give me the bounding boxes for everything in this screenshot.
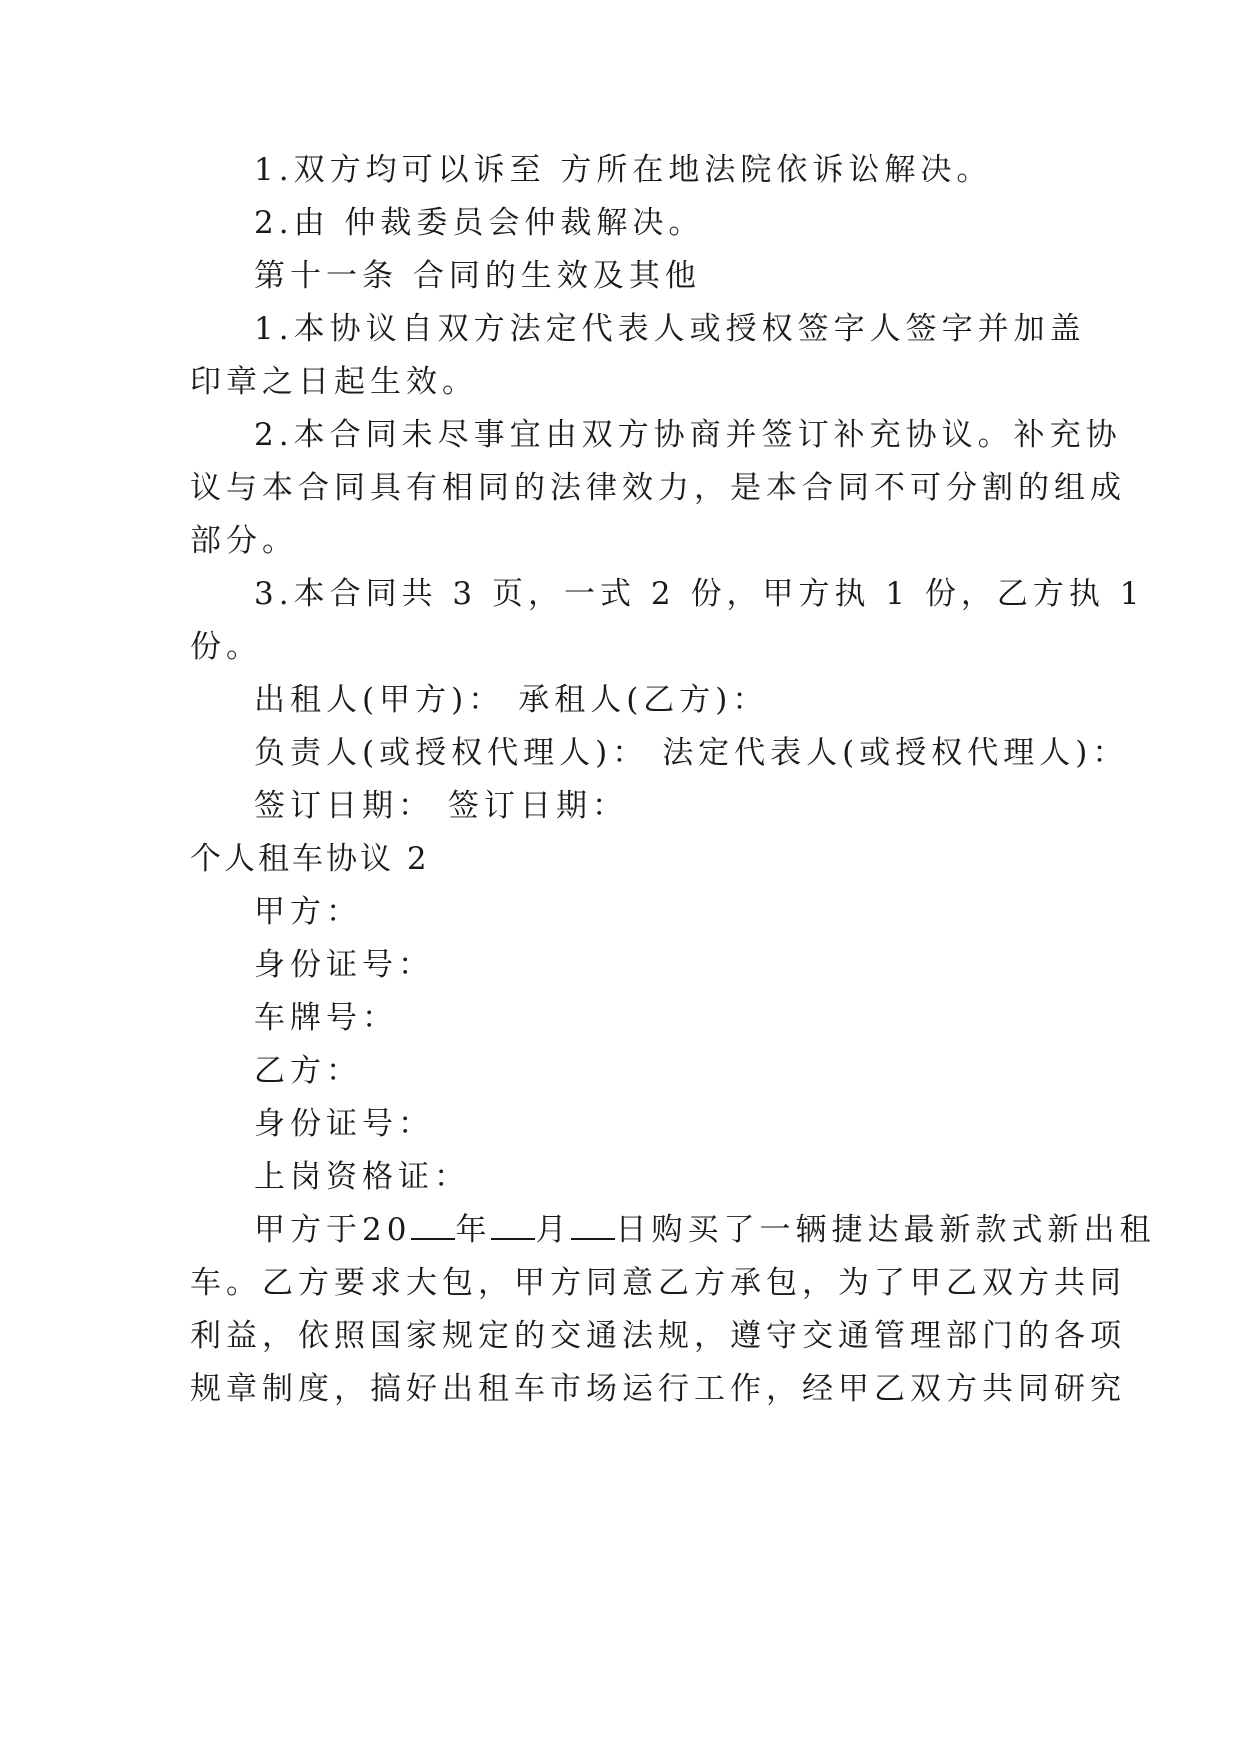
blank-underline: [491, 1212, 535, 1240]
clause-line: 1.双方均可以诉至 方所在地法院依诉讼解决。: [254, 152, 993, 188]
blank-underline: [571, 1212, 615, 1240]
lessee-label: 承租人(乙方)：: [518, 682, 769, 718]
clause-line: 2.本合同未尽事宜由双方协商并签订补充协议。补充协: [254, 417, 1122, 453]
clause-line: 3.本合同共 3 页，一式 2 份，甲方执 1 份，乙方执 1: [254, 576, 1145, 612]
clause-line: 1.本协议自双方法定代表人或授权签字人签字并加盖: [254, 311, 1086, 347]
clause-line: 2.由 仲裁委员会仲裁解决。: [254, 205, 705, 241]
field-label: 车牌号：: [254, 1000, 398, 1036]
signature-row: [254, 733, 1129, 773]
field-label: 身份证号：: [254, 1106, 434, 1142]
body-paragraph-line: 规章制度，搞好出租车市场运行工作，经甲乙双方共同研究: [190, 1371, 1126, 1407]
sign-date-label: 签订日期：: [448, 788, 628, 824]
signature-row: [254, 786, 1114, 826]
body-paragraph-line: 甲方于20 年 月 日购买了一辆捷达最新款式新出租: [254, 1212, 1156, 1248]
clause-line: 部分。: [190, 523, 298, 559]
responsible-person-label: 负责人(或授权代理人)：: [254, 735, 649, 771]
article-heading: 第十一条 合同的生效及其他: [254, 258, 701, 294]
body-paragraph-line: 利益，依照国家规定的交通法规，遵守交通管理部门的各项: [190, 1318, 1126, 1354]
legal-representative-label: 法定代表人(或授权代理人)：: [662, 735, 1129, 771]
field-label: 上岗资格证：: [254, 1159, 470, 1195]
body-paragraph-line: 车。乙方要求大包，甲方同意乙方承包，为了甲乙双方共同: [190, 1265, 1126, 1301]
field-label: 身份证号：: [254, 947, 434, 983]
lessor-label: 出租人(甲方)：: [254, 682, 505, 718]
blank-underline: [411, 1212, 455, 1240]
clause-line: 印章之日起生效。: [190, 364, 478, 400]
sign-date-label: 签订日期：: [254, 788, 434, 824]
clause-line: 议与本合同具有相同的法律效力，是本合同不可分割的组成: [190, 470, 1126, 506]
section-title: 个人租车协议 2: [190, 841, 430, 877]
clause-line: 份。: [190, 629, 262, 665]
field-label: 乙方：: [254, 1053, 362, 1089]
field-label: 甲方：: [254, 894, 362, 930]
signature-row: [254, 680, 1114, 720]
